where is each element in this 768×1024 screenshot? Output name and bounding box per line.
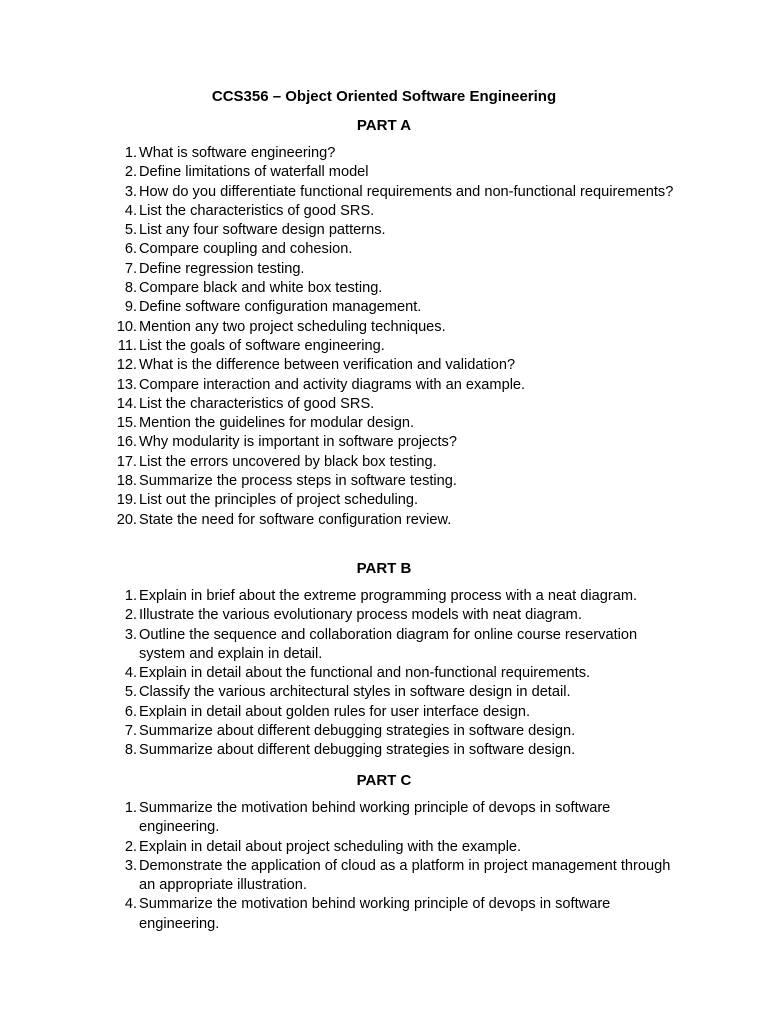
question-number: 16. — [116, 434, 137, 451]
question-number: 3. — [124, 857, 137, 874]
question-number: 4. — [124, 896, 137, 913]
question-text: Explain in detail about project scheduling with the example. — [139, 838, 522, 855]
document-title: CCS356 – Object Oriented Software Engineering — [211, 88, 557, 105]
question-text: Explain in detail about golden rules for user interface design. — [139, 703, 531, 720]
question-text: Mention the guidelines for modular design. — [139, 415, 415, 432]
question-number: 4. — [124, 665, 137, 682]
question-item — [0, 337, 674, 356]
question-number: 12. — [116, 357, 137, 374]
question-item — [0, 626, 674, 665]
question-item — [0, 703, 674, 722]
question-item — [0, 279, 674, 298]
question-item — [0, 838, 674, 857]
question-text: Compare black and white box testing. — [139, 280, 383, 297]
question-text: Why modularity is important in software projects? — [139, 434, 457, 451]
question-text: Compare interaction and activity diagrams with an example. — [139, 376, 526, 393]
part-c-question-list — [0, 799, 768, 934]
part-c-heading: PART C — [356, 772, 412, 789]
question-number: 7. — [124, 260, 137, 277]
question-number: 1. — [124, 588, 137, 604]
question-item — [0, 260, 674, 279]
question-item — [0, 857, 674, 896]
question-text: List the goals of software engineering. — [139, 337, 385, 354]
question-item — [0, 376, 674, 395]
question-number: 8. — [124, 280, 137, 297]
part-b-heading: PART B — [356, 560, 412, 577]
question-text: Classify the various architectural styles in software design in detail. — [139, 684, 571, 701]
question-text: Outline the sequence and collaboration diagram for online course reservation system and explain in detail. — [139, 626, 638, 662]
question-item — [0, 202, 674, 221]
question-item — [0, 722, 674, 741]
question-text: List any four software design patterns. — [139, 222, 386, 239]
question-text: State the need for software configuration review. — [139, 511, 452, 528]
question-number: 14. — [116, 395, 137, 412]
question-text: Summarize the motivation behind working principle of devops in software engineering. — [139, 800, 611, 836]
question-item — [0, 298, 674, 317]
question-number: 5. — [124, 684, 137, 701]
question-text: What is software engineering? — [139, 145, 336, 161]
question-text: Define software configuration management. — [139, 299, 422, 316]
question-number: 13. — [116, 376, 137, 393]
question-number: 6. — [124, 241, 137, 258]
question-number: 5. — [124, 222, 137, 239]
question-number: 2. — [124, 607, 137, 624]
question-item — [0, 587, 674, 606]
question-number: 7. — [124, 723, 137, 740]
question-number: 4. — [124, 202, 137, 219]
question-number: 3. — [124, 183, 137, 200]
question-number: 1. — [124, 800, 137, 816]
question-item — [0, 414, 674, 433]
part-b-question-list — [0, 587, 768, 761]
question-item — [0, 741, 674, 760]
question-text: List the characteristics of good SRS. — [139, 395, 375, 412]
question-item — [0, 664, 674, 683]
question-item — [0, 318, 674, 337]
question-text: Compare coupling and cohesion. — [139, 241, 353, 258]
question-item — [0, 356, 674, 375]
question-text: Define regression testing. — [139, 260, 305, 277]
question-text: Define limitations of waterfall model — [139, 164, 369, 181]
question-item — [0, 240, 674, 259]
question-text: Demonstrate the application of cloud as a platform in project management through an appropriate illustration. — [139, 857, 671, 894]
question-number: 3. — [124, 626, 137, 643]
question-text: Explain in brief about the extreme programming process with a neat diagram. — [139, 588, 638, 604]
question-text: Summarize the motivation behind working principle of devops in software engineering. — [139, 896, 611, 932]
question-item — [0, 683, 674, 702]
question-item — [0, 472, 674, 491]
question-item — [0, 144, 674, 163]
question-text: What is the difference between verification and validation? — [139, 357, 516, 374]
question-number: 10. — [116, 318, 137, 335]
part-a-question-list — [0, 144, 768, 530]
question-number: 2. — [124, 164, 137, 181]
question-text: List the errors uncovered by black box testing. — [139, 453, 437, 470]
question-item — [0, 433, 674, 452]
question-text: List out the principles of project scheduling. — [139, 492, 419, 509]
question-number: 11. — [117, 337, 137, 354]
question-text: Explain in detail about the functional and non-functional requirements. — [139, 665, 591, 682]
question-item — [0, 895, 674, 934]
question-text: Illustrate the various evolutionary process models with neat diagram. — [139, 607, 582, 624]
question-item — [0, 606, 674, 625]
question-item — [0, 491, 674, 510]
question-number: 1. — [124, 145, 137, 161]
question-number: 20. — [116, 511, 137, 528]
question-number: 8. — [124, 742, 137, 759]
question-text: Summarize about different debugging strategies in software design. — [139, 723, 576, 740]
question-number: 15. — [116, 415, 137, 432]
question-number: 9. — [124, 299, 137, 316]
question-number: 17. — [116, 453, 137, 470]
question-item — [0, 453, 674, 472]
question-number: 19. — [116, 492, 137, 509]
question-item — [0, 221, 674, 240]
question-text: Summarize the process steps in software testing. — [139, 473, 457, 490]
question-text: List the characteristics of good SRS. — [139, 202, 375, 219]
question-number: 18. — [116, 473, 137, 490]
question-text: How do you differentiate functional requirements and non-functional requirements? — [139, 183, 674, 200]
question-number: 6. — [124, 703, 137, 720]
question-item — [0, 511, 674, 530]
question-item — [0, 395, 674, 414]
question-text: Summarize about different debugging strategies in software design. — [139, 742, 576, 759]
question-number: 2. — [124, 838, 137, 855]
question-text: Mention any two project scheduling techniques. — [139, 318, 446, 335]
question-item — [0, 183, 674, 202]
part-a-heading: PART A — [356, 117, 412, 134]
question-item — [0, 799, 674, 838]
question-item — [0, 163, 674, 182]
